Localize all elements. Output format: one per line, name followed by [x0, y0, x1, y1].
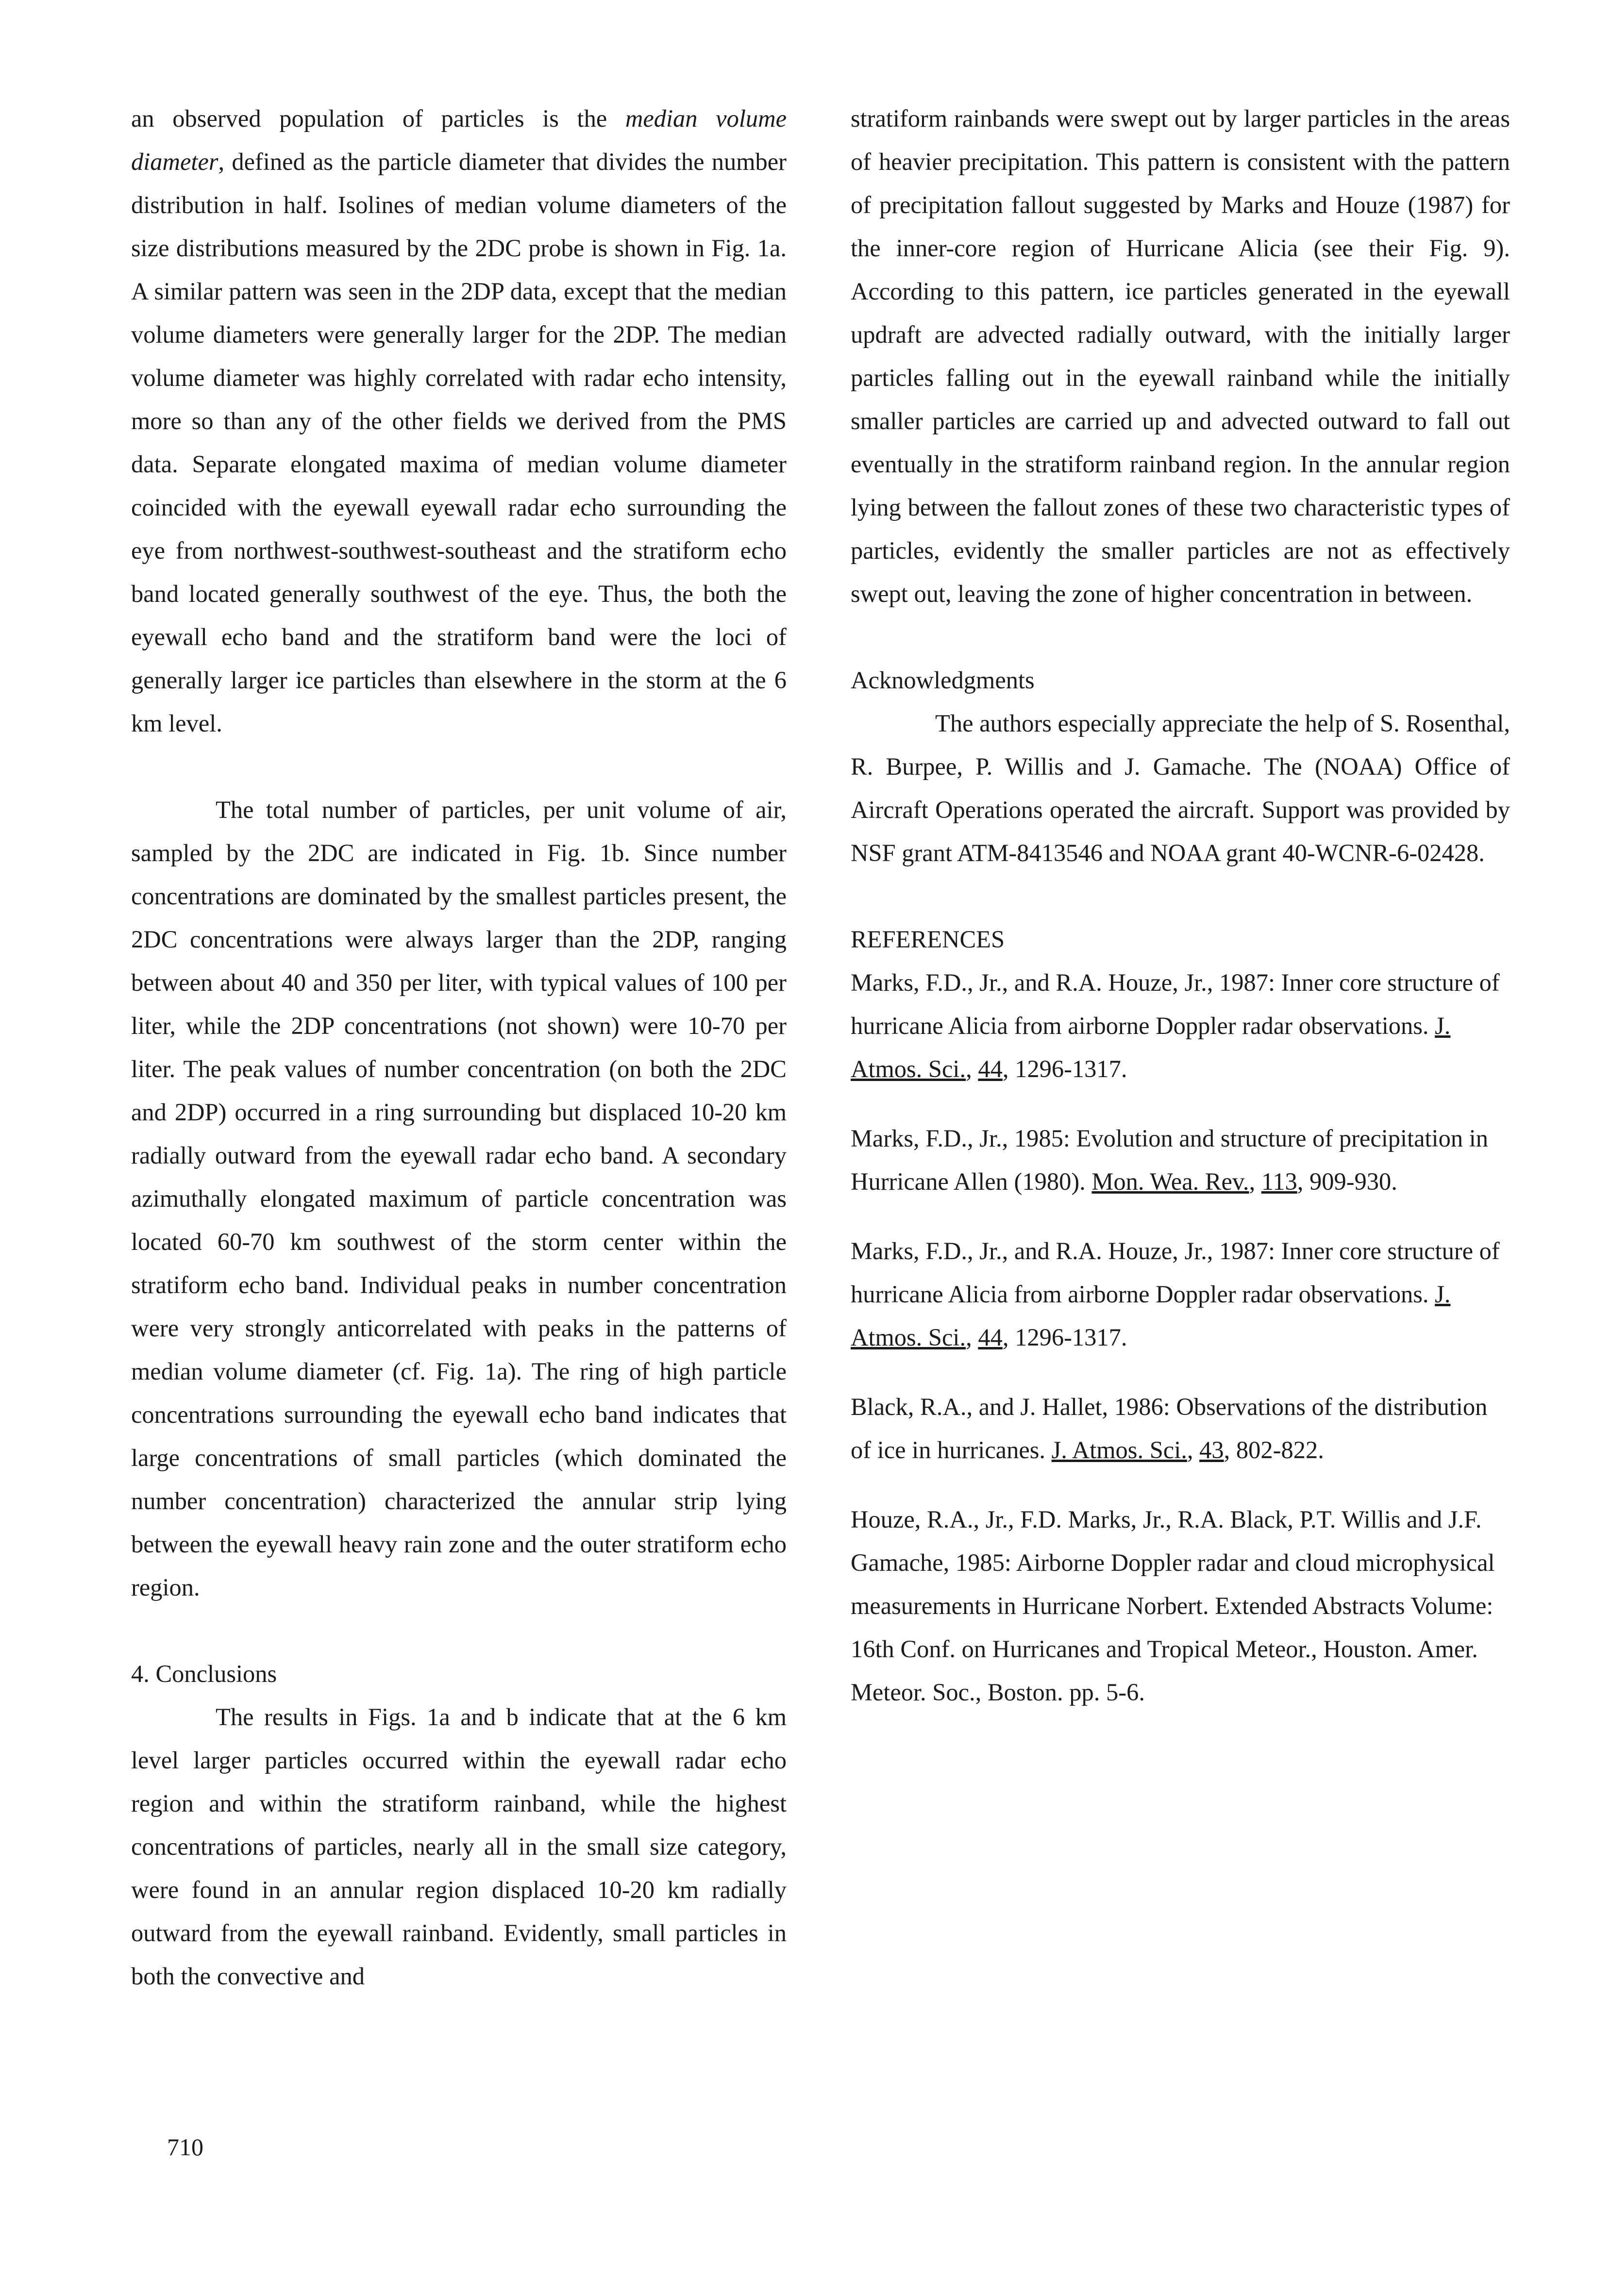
reference-journal: J. Atmos. Sci.: [851, 1281, 1451, 1351]
reference-pages: , 802-822.: [1224, 1436, 1324, 1464]
reference-pages: , 909-930.: [1297, 1168, 1397, 1195]
reference-item: [851, 961, 1510, 1091]
paragraph-conclusions: The results in Figs. 1a and b indicate that at the 6 km level larger particles occurred within the eyewall radar echo region and within the stratiform rainband, while the highest concentrations of particles, nearly all in the small size category, were found in an annular region displaced 10-20 km radially outward from the eyewall rainband. Evidently, small particles in both the convective and: [131, 1703, 787, 1990]
paragraph-text: an observed population of particles is the: [131, 105, 625, 132]
reference-separator: ,: [1187, 1436, 1200, 1464]
paragraph-median-volume-diameter: [131, 97, 787, 745]
reference-journal: J. Atmos. Sci.: [1051, 1436, 1187, 1464]
reference-text: Houze, R.A., Jr., F.D. Marks, Jr., R.A. Black, P.T. Willis and J.F. Gamache, 1985: Airborne Doppler radar and cloud microphysical measurements in Hurricane Norbert. Extended Abstracts Volume: 16th Conf. on Hurricanes and Tropical Meteor., Houston. Amer. Meteor. Soc., Boston. pp. 5-6.: [851, 1506, 1495, 1706]
paragraph-continued: stratiform rainbands were swept out by larger particles in the areas of heavier precipitation. This pattern is consistent with the pattern of precipitation fallout suggested by Marks and Houze (1987) for the inner-core region of Hurricane Alicia (see their Fig. 9). According to this pattern, ice particles generated in the eyewall updraft are advected radially outward, with the initially larger particles falling out in the eyewall rainband while the initially smaller particles are carried up and advected outward to fall out eventually in the stratiform rainband region. In the annular region lying between the fallout zones of these two characteristic types of particles, evidently the smaller particles are not as effectively swept out, leaving the zone of higher concentration in between.: [851, 105, 1510, 607]
reference-volume: 44: [978, 1324, 1003, 1351]
references-heading: REFERENCES: [851, 926, 1005, 953]
reference-volume: 113: [1261, 1168, 1297, 1195]
reference-text: Marks, F.D., Jr., and R.A. Houze, Jr., 1987: Inner core structure of hurricane Alicia from airborne Doppler radar observations.: [851, 969, 1500, 1039]
reference-separator: ,: [1249, 1168, 1261, 1195]
reference-text: Marks, F.D., Jr., 1985: Evolution and structure of precipitation in Hurricane Allen (1980).: [851, 1125, 1488, 1195]
reference-item: [851, 1498, 1510, 1714]
paragraph-number-concentration: The total number of particles, per unit volume of air, sampled by the 2DC are indicated in Fig. 1b. Since number concentrations are dominated by the smallest particles present, the 2DC concentrations were always larger than the 2DP, ranging between about 40 and 350 per liter, with typical values of 100 per liter, while the 2DP concentrations (not shown) were 10-70 per liter. The peak values of number concentration (on both the 2DC and 2DP) occurred in a ring surrounding but displaced 10-20 km radially outward from the eyewall radar echo band. A secondary azimuthally elongated maximum of particle concentration was located 60-70 km southwest of the storm center within the stratiform echo band. Individual peaks in number concentration were very strongly anticorrelated with peaks in the patterns of median volume diameter (cf. Fig. 1a). The ring of high particle concentrations surrounding the eyewall echo band indicates that large concentrations of small particles (which dominated the number concentration) characterized the annular strip lying between the eyewall heavy rain zone and the outer stratiform echo region.: [131, 796, 787, 1601]
left-column: [131, 97, 787, 1998]
reference-journal: J. Atmos. Sci.: [851, 1012, 1451, 1082]
reference-item: [851, 1385, 1510, 1472]
right-column: [851, 97, 1510, 1740]
page-number: 710: [167, 2133, 203, 2161]
reference-separator: ,: [966, 1055, 978, 1082]
paragraph-text: , defined as the particle diameter that divides the number distribution in half. Isolines of median volume diameters of the size distributions measured by the 2DC probe is shown in Fig. 1a. A similar pattern was seen in the 2DP data, except that the median volume diameters were generally larger for the 2DP. The median volume diameter was highly correlated with radar echo intensity, more so than any of the other fields we derived from the PMS data. Separate elongated maxima of median volume diameter coincided with the eyewall eyewall radar echo surrounding the eye from northwest-southwest-southeast and the stratiform echo band located generally southwest of the eye. Thus, the both the eyewall echo band and the stratiform band were the loci of generally larger ice particles than elsewhere in the storm at the 6 km level.: [131, 148, 787, 737]
acknowledgments-heading: Acknowledgments: [851, 666, 1035, 694]
acknowledgments-text: The authors especially appreciate the help of S. Rosenthal, R. Burpee, P. Willis and J. Gamache. The (NOAA) Office of Aircraft Operations operated the aircraft. Support was provided by NSF grant ATM-8413546 and NOAA grant 40-WCNR-6-02428.: [851, 710, 1510, 866]
reference-pages: , 1296-1317.: [1002, 1324, 1127, 1351]
reference-separator: ,: [966, 1324, 978, 1351]
reference-item: [851, 1117, 1510, 1203]
reference-volume: 44: [978, 1055, 1003, 1082]
reference-item: [851, 1230, 1510, 1359]
reference-journal: Mon. Wea. Rev.: [1091, 1168, 1249, 1195]
reference-text: Black, R.A., and J. Hallet, 1986: Observations of the distribution of ice in hurricanes.: [851, 1393, 1488, 1464]
reference-text: Marks, F.D., Jr., and R.A. Houze, Jr., 1987: Inner core structure of hurricane Alicia from airborne Doppler radar observations.: [851, 1237, 1500, 1308]
reference-volume: 43: [1199, 1436, 1224, 1464]
term-median-volume-diameter: median volume diameter: [131, 105, 787, 175]
reference-list: [851, 961, 1510, 1714]
section-heading-conclusions: 4. Conclusions: [131, 1660, 277, 1687]
reference-pages: , 1296-1317.: [1002, 1055, 1127, 1082]
